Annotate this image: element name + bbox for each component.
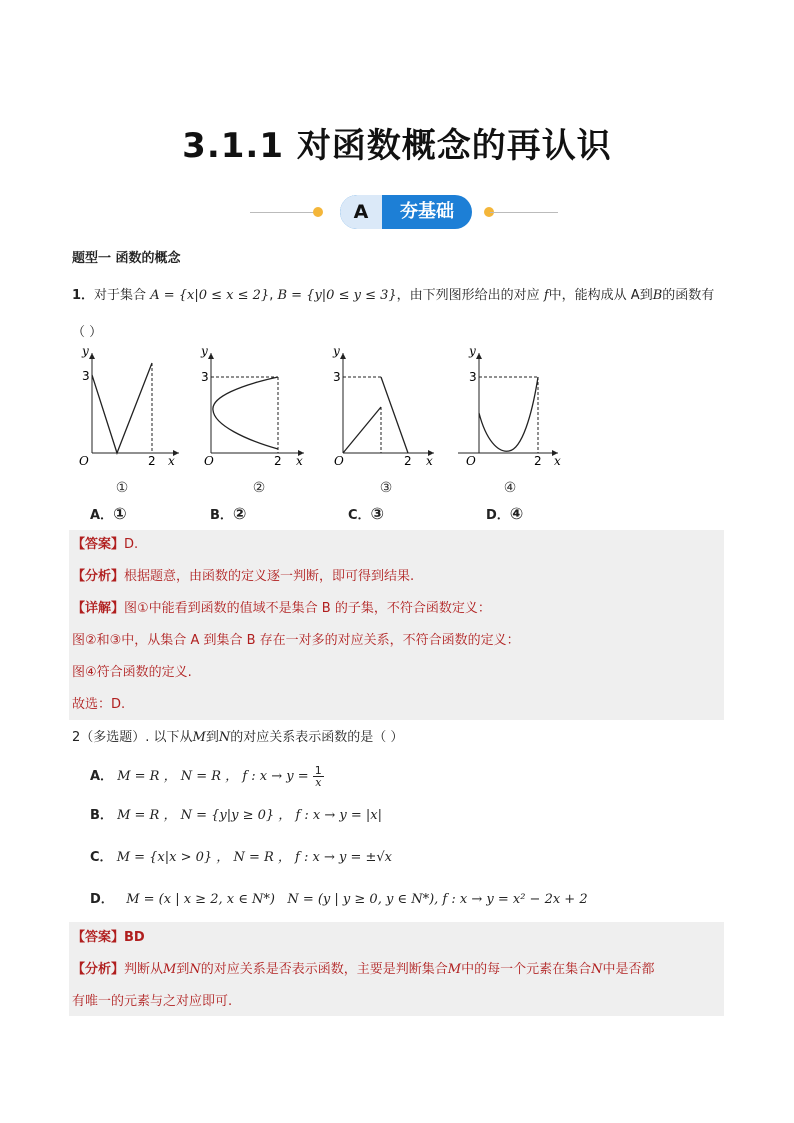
q2-option-a-n: N = R ， [180, 769, 239, 784]
q1-analysis [72, 568, 414, 586]
graph-4-origin: O [466, 454, 476, 468]
q1-solution-box [69, 530, 724, 720]
q2-stem-post: 的对应关系表示函数的是（ ） [230, 730, 404, 745]
q2-analysis [72, 961, 654, 979]
q1-detail-2: 图②和③中，从集合 A 到集合 B 存在一对多的对应关系，不符合函数的定义： [72, 633, 520, 648]
graph-4-label: ④ [503, 480, 517, 496]
graph-4 [458, 345, 561, 468]
q2-analysis-2: 有唯一的元素与之对应即可. [72, 994, 233, 1009]
q2-analysis-end: 中是否都 [602, 962, 655, 977]
q2-analysis-n: N [189, 962, 201, 977]
graph-2-origin: O [204, 454, 214, 468]
q2-stem-pre: 2（多选题）. 以下从 [72, 730, 193, 745]
q2-analysis-key: 【分析】 [72, 962, 125, 977]
graph-2-x-label: x [296, 454, 303, 468]
q2-option-a[interactable] [90, 765, 324, 788]
q2-analysis-m2: M [447, 962, 462, 977]
graph-3-two: 2 [404, 454, 412, 468]
graph-4-three: 3 [469, 370, 477, 384]
q2-stem [72, 729, 403, 747]
q1-paren: （ ） [72, 325, 103, 340]
q2-answer-value: BD [124, 930, 145, 945]
q2-option-c-n: N = R ， [233, 850, 291, 865]
q2-option-d-m: M = (x | x ≥ 2, x ∈ N*) [126, 892, 275, 907]
q2-option-c[interactable] [90, 849, 392, 867]
q2-option-d[interactable] [90, 891, 588, 909]
q1-stem-post: ，由下列图形给出的对应 [396, 288, 540, 303]
q1-detail [72, 600, 491, 618]
q1-option-b-letter: B． [210, 508, 233, 523]
q2-option-c-letter: C． [90, 850, 113, 865]
q1-stem-pre: 对于集合 [94, 288, 147, 303]
q1-option-a-letter: A． [90, 508, 114, 523]
q1-option-d-letter: D． [486, 508, 510, 523]
q2-to: 到 [205, 730, 219, 745]
q2-analysis-n2: N [591, 962, 603, 977]
q1-f: f [543, 288, 549, 303]
q1-set-b: B = {y|0 ≤ y ≤ 3} [277, 288, 397, 303]
q2-answer-key: 【答案】 [72, 930, 125, 945]
fraction-denominator: x [315, 776, 322, 789]
q2-option-c-m: M = {x|x > 0} ， [116, 850, 230, 865]
graph-3-three: 3 [333, 370, 341, 384]
q2-analysis-post: 的对应关系是否表示函数，主要是判断集合 [200, 962, 448, 977]
graph-1-label: ① [115, 480, 129, 496]
page-title: 3.1.1 对函数概念的再认识 [182, 126, 612, 166]
q2-option-a-m: M = R ， [117, 769, 177, 784]
q2-option-b[interactable] [90, 807, 382, 825]
q2-option-b-n: N = {y|y ≥ 0} ， [180, 808, 292, 823]
q1-analysis-text: 根据题意，由函数的定义逐一判断，即可得到结果. [124, 569, 415, 584]
graph-3-x-label: x [426, 454, 433, 468]
q1-number: 1． [72, 288, 95, 303]
q1-option-c[interactable] [348, 504, 384, 523]
q2-answer [72, 929, 145, 947]
q2-option-d-n: N = (y | y ≥ 0, y ∈ N*), [287, 892, 439, 907]
q1-choose: 故选：D. [72, 697, 126, 712]
q1-option-b-value: ② [232, 504, 247, 523]
q1-to: 到 [639, 288, 653, 303]
q1-b: B [652, 288, 663, 303]
banner-dot-left [313, 207, 323, 217]
graph-3 [332, 345, 434, 468]
graph-1-three: 3 [82, 369, 90, 383]
q1-answer-value: D. [124, 537, 139, 552]
section-heading: 题型一 函数的概念 [72, 251, 181, 266]
q2-option-d-f: f : x → y = x² − 2x + 2 [442, 892, 588, 907]
q2-option-d-letter: D． [90, 892, 114, 907]
q1-analysis-key: 【分析】 [72, 569, 125, 584]
level-badge [340, 195, 472, 229]
q2-analysis-mid: 到 [176, 962, 190, 977]
q2-option-a-fraction [313, 765, 324, 788]
q1-detail-1: 图①中能看到函数的值域不是集合 B 的子集，不符合函数定义： [124, 601, 491, 616]
q1-stem: 1．对于集合 A = {x|0 ≤ x ≤ 2}, B = {y|0 ≤ y ≤ 3}，由下列图形给出的对应 f中，能构成从 A到B的函数有 [72, 288, 715, 303]
q1-option-a[interactable] [90, 504, 127, 523]
graph-3-y-label: y [333, 345, 340, 358]
graph-2-label: ② [252, 480, 266, 496]
q2-option-a-f: f : x → y = [242, 769, 309, 784]
q2-option-a-letter: A． [90, 769, 114, 784]
q1-a: A [630, 288, 640, 303]
q1-answer [72, 536, 138, 554]
banner-line-left [250, 212, 318, 213]
q1-detail-key: 【详解】 [72, 601, 125, 616]
q2-option-c-f: f : x → y = ±√x [295, 850, 393, 865]
q1-graphs [66, 345, 566, 495]
graph-2-three: 3 [201, 370, 209, 384]
q2-option-b-f: f : x → y = |x| [295, 808, 382, 823]
graph-2-y-label: y [201, 345, 208, 358]
q2-analysis-post2: 中的每一个元素在集合 [461, 962, 592, 977]
fraction-numerator: 1 [314, 764, 322, 777]
q1-stem-end: 中，能构成从 [548, 288, 627, 303]
graph-2-two: 2 [274, 454, 282, 468]
q1-answer-key: 【答案】 [72, 537, 125, 552]
q2-m: M [192, 730, 206, 745]
graph-1 [79, 345, 179, 468]
graph-4-x-label: x [554, 454, 561, 468]
q2-analysis-m: M [163, 962, 177, 977]
graph-4-y-label: y [469, 345, 476, 358]
q2-option-b-letter: B． [90, 808, 113, 823]
graph-1-origin: O [79, 454, 89, 468]
q2-analysis-pre: 判断从 [124, 962, 164, 977]
q1-option-a-value: ① [113, 504, 127, 523]
q1-option-b[interactable] [210, 504, 246, 523]
q1-option-c-value: ③ [370, 504, 385, 523]
banner-line-right [490, 212, 558, 213]
q2-option-b-m: M = R ， [117, 808, 177, 823]
q2-n: N [218, 730, 231, 745]
graph-3-origin: O [334, 454, 344, 468]
graph-1-x-label: x [168, 454, 175, 468]
q1-detail-3: 图④符合函数的定义. [72, 665, 192, 680]
q1-option-d-value: ④ [509, 504, 524, 523]
graph-2 [200, 345, 304, 468]
section-banner [0, 195, 794, 229]
q1-end: 的函数有 [662, 288, 715, 303]
level-letter: A [340, 195, 382, 229]
q1-option-c-letter: C． [348, 508, 371, 523]
level-label: 夯基础 [400, 201, 454, 222]
q1-option-d[interactable] [486, 504, 523, 523]
q1-set-a: A = {x|0 ≤ x ≤ 2} [150, 288, 270, 303]
graph-4-two: 2 [534, 454, 542, 468]
graph-1-y-label: y [82, 345, 89, 358]
graph-3-label: ③ [379, 480, 393, 496]
graph-1-two: 2 [148, 454, 156, 468]
